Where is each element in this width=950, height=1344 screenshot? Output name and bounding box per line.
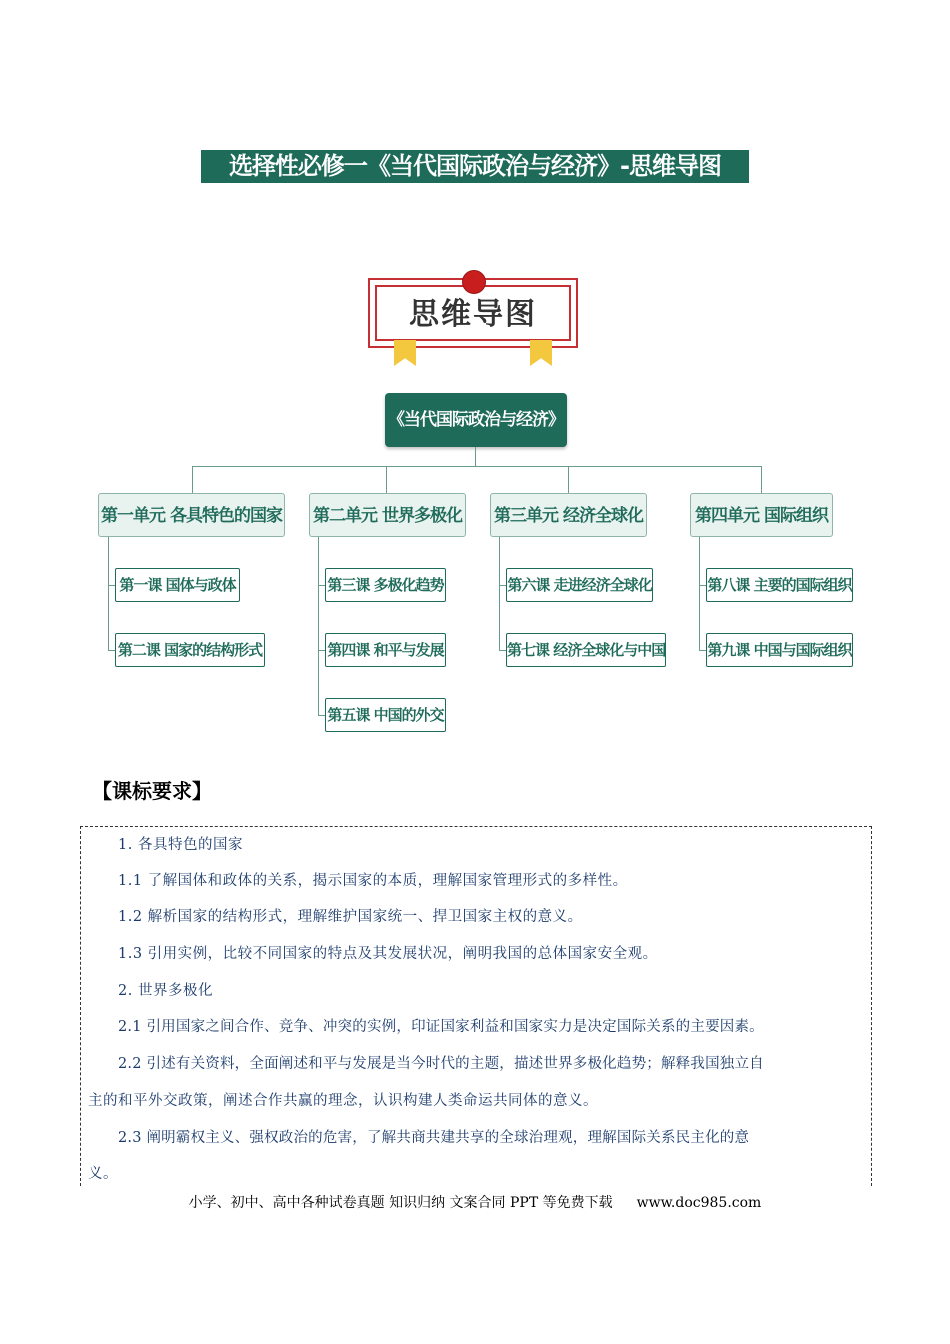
ribbon-left-icon <box>394 340 416 366</box>
connector <box>568 466 569 493</box>
lesson-node: 第四课 和平与发展 <box>325 633 446 667</box>
requirement-line: 1. 各具特色的国家 <box>118 837 243 853</box>
connector <box>699 650 706 651</box>
connector <box>192 466 762 467</box>
connector <box>318 585 325 586</box>
connector <box>499 585 506 586</box>
requirement-line: 1.1 了解国体和政体的关系，揭示国家的本质，理解国家管理形式的多样性。 <box>118 873 628 889</box>
lesson-node: 第三课 多极化趋势 <box>325 568 446 602</box>
lesson-node: 第七课 经济全球化与中国 <box>506 633 666 667</box>
connector <box>108 585 115 586</box>
connector <box>108 537 109 650</box>
unit-1-node: 第一单元 各具特色的国家 <box>98 493 285 537</box>
lesson-node: 第五课 中国的外交 <box>325 698 446 732</box>
connector <box>699 537 700 650</box>
pin-icon <box>462 270 486 294</box>
connector <box>386 466 387 493</box>
lesson-node: 第一课 国体与政体 <box>115 568 240 602</box>
connector <box>475 447 476 466</box>
connector <box>318 650 325 651</box>
connector <box>108 650 115 651</box>
requirement-line: 1.2 解析国家的结构形式，理解维护国家统一、捍卫国家主权的意义。 <box>118 909 583 925</box>
connector <box>318 715 325 716</box>
document-title: 选择性必修一《当代国际政治与经济》-思维导图 <box>201 150 749 183</box>
lesson-node: 第六课 走进经济全球化 <box>506 568 653 602</box>
requirement-line: 2.2 引述有关资料，全面阐述和平与发展是当今时代的主题，描述世界多极化趋势；解释我国独立自 <box>118 1056 764 1072</box>
connector <box>499 650 506 651</box>
ribbon-right-icon <box>530 340 552 366</box>
lesson-node: 第八课 主要的国际组织 <box>706 568 853 602</box>
requirement-line: 2.1 引用国家之间合作、竞争、冲突的实例，印证国家利益和国家实力是决定国际关系的主要因素。 <box>118 1019 764 1035</box>
section-heading: 【课标要求】 <box>92 779 212 803</box>
unit-4-node: 第四单元 国际组织 <box>690 493 833 537</box>
connector <box>699 585 706 586</box>
lesson-node: 第九课 中国与国际组织 <box>706 633 853 667</box>
footer <box>0 1192 950 1212</box>
connector <box>499 537 500 650</box>
requirement-line: 1.3 引用实例，比较不同国家的特点及其发展状况，阐明我国的总体国家安全观。 <box>118 946 658 962</box>
connector <box>761 466 762 493</box>
footer-url[interactable]: www.doc985.com <box>636 1195 762 1211</box>
unit-2-node: 第二单元 世界多极化 <box>309 493 466 537</box>
requirement-line: 2.3 阐明霸权主义、强权政治的危害，了解共商共建共享的全球治理观，理解国际关系民主化的意 <box>118 1130 750 1146</box>
requirement-line: 主的和平外交政策，阐述合作共赢的理念，认识构建人类命运共同体的意义。 <box>88 1093 598 1109</box>
requirement-line: 2. 世界多极化 <box>118 983 213 999</box>
connector <box>318 537 319 715</box>
mindmap-root: 《当代国际政治与经济》 <box>385 393 567 447</box>
connector <box>192 466 193 493</box>
lesson-node: 第二课 国家的结构形式 <box>115 633 265 667</box>
requirement-line: 义。 <box>88 1166 118 1182</box>
unit-3-node: 第三单元 经济全球化 <box>490 493 647 537</box>
footer-text: 小学、初中、高中各种试卷真题 知识归纳 文案合同 PPT 等免费下载 <box>188 1195 613 1211</box>
banner-label: 思维导图 <box>375 285 571 341</box>
